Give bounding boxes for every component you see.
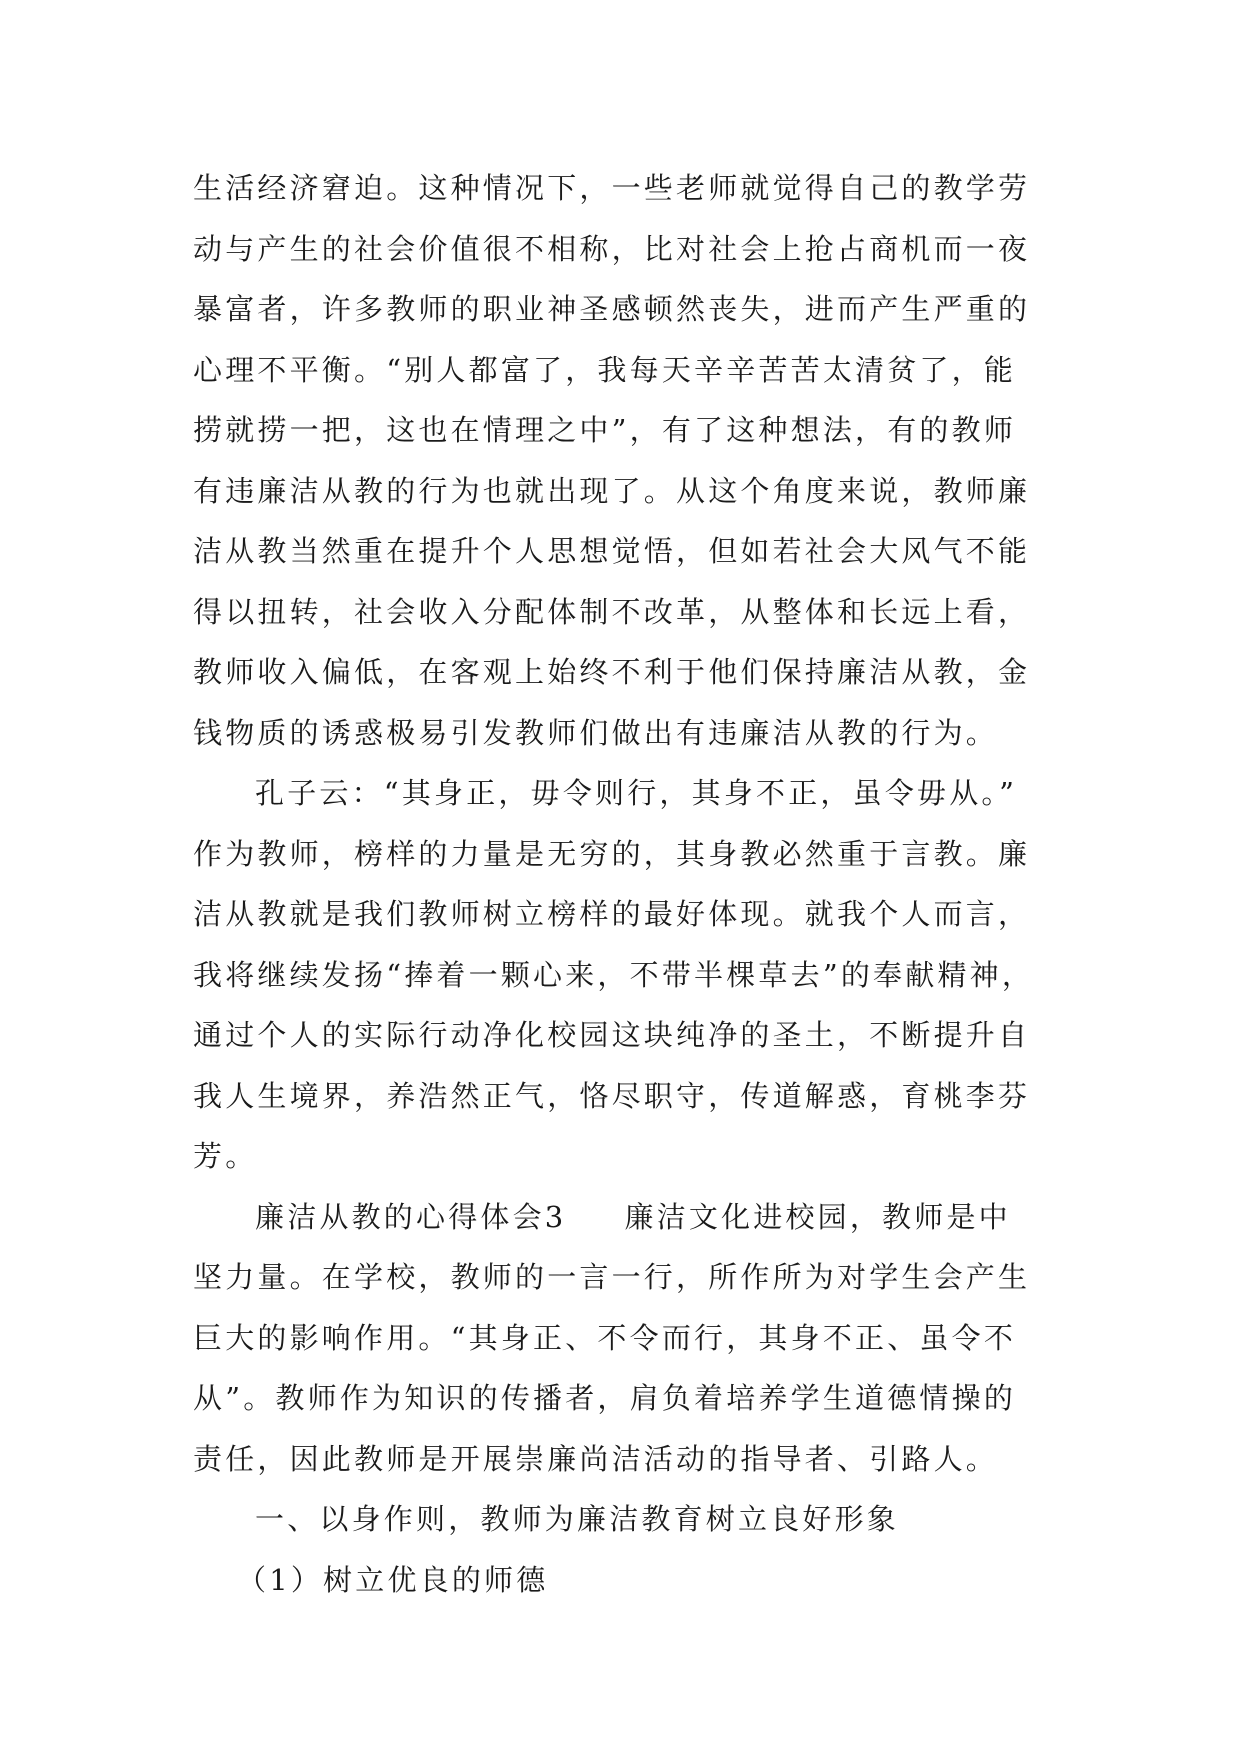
text-line: 动与产生的社会价值很不相称，比对社会上抢占商机而一夜: [193, 231, 1031, 266]
text-line: 钱物质的诱惑极易引发教师们做出有违廉洁从教的行为。: [193, 715, 999, 750]
text-line: 通过个人的实际行动净化校园这块纯净的圣土，不断提升自: [193, 1018, 1031, 1052]
text-line: 有违廉洁从教的行为也就出现了。从这个角度来说，教师廉: [193, 473, 1031, 508]
text-line: 芳。: [193, 1139, 258, 1173]
section-intro-text: 廉洁文化进校园，教师是中: [624, 1199, 1011, 1234]
text-line: 洁从教当然重在提升个人思想觉悟，但如若社会大风气不能: [193, 534, 1031, 568]
text-line: 洁从教就是我们教师树立榜样的最好体现。就我个人而言，: [193, 897, 1031, 931]
text-line: 我将继续发扬“捧着一颗心来，不带半棵草去”的奉献精神，: [193, 957, 1035, 992]
text-line: 生活经济窘迫。这种情况下，一些老师就觉得自己的教学劳: [193, 171, 1031, 205]
section-heading: 一、以身作则，教师为廉洁教育树立良好形象: [255, 1502, 900, 1536]
subsection-heading: （1）树立优良的师德: [237, 1562, 549, 1597]
text-line: 心理不平衡。“别人都富了，我每天辛辛苦苦太清贫了，能: [193, 352, 1017, 387]
text-line: 教师收入偏低，在客观上始终不利于他们保持廉洁从教，金: [193, 655, 1031, 689]
paragraph-start-line: 孔子云：“其身正，毋令则行，其身不正，虽令毋从。”: [255, 776, 1018, 810]
section-title: 廉洁从教的心得体会3: [255, 1199, 567, 1234]
text-line: 我人生境界，养浩然正气，恪尽职守，传道解惑，育桃李芬: [193, 1078, 1031, 1113]
text-line: 捞就捞一把，这也在情理之中”，有了这种想法，有的教师: [193, 413, 1017, 447]
text-line: 坚力量。在学校，教师的一言一行，所作所为对学生会产生: [193, 1260, 1031, 1294]
text-line: 巨大的影响作用。“其身正、不令而行，其身不正、虽令不: [193, 1320, 1017, 1355]
text-line: 责任，因此教师是开展崇廉尚洁活动的指导者、引路人。: [193, 1441, 999, 1476]
text-line: 作为教师，榜样的力量是无穷的，其身教必然重于言教。廉: [193, 836, 1031, 871]
text-line: 从”。教师作为知识的传播者，肩负着培养学生道德情操的: [193, 1381, 1017, 1415]
paragraph-start-line: [193, 1187, 1055, 1248]
text-line: 暴富者，许多教师的职业神圣感顿然丧失，进而产生严重的: [193, 292, 1031, 326]
document-body: [193, 158, 1055, 1610]
text-line: 得以扭转，社会收入分配体制不改革，从整体和长远上看，: [193, 594, 1031, 629]
